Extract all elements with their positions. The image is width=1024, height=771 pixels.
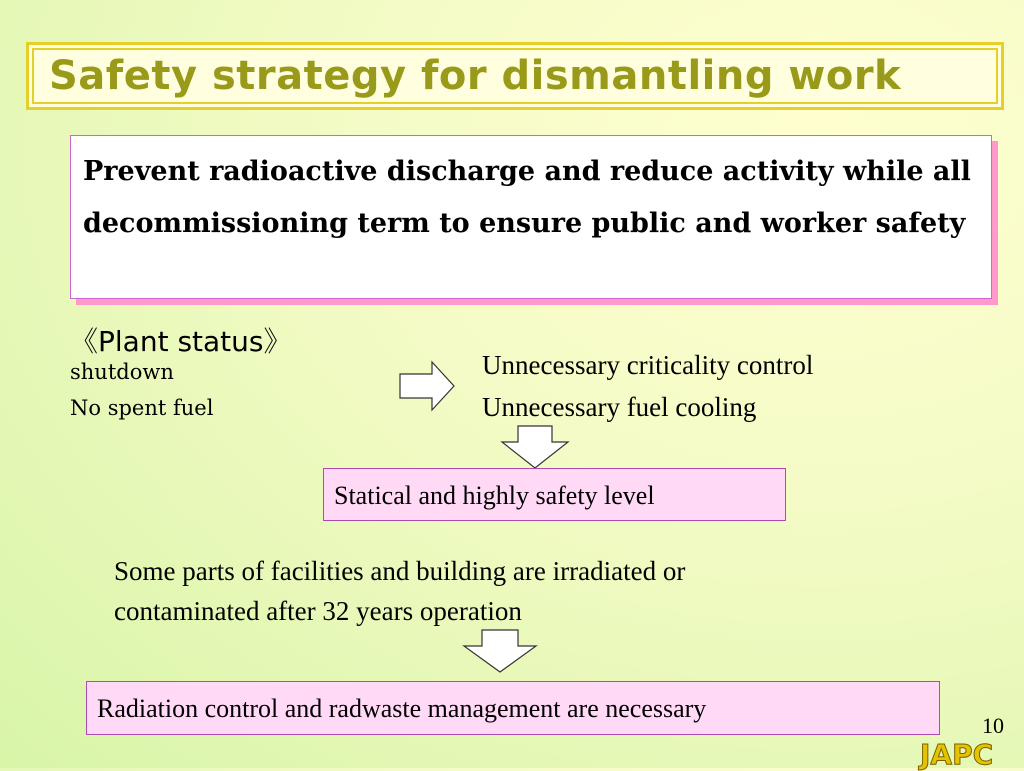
plant-status-heading: 《Plant status》 <box>70 325 292 358</box>
title-box <box>26 42 1004 110</box>
page-number: 10 <box>982 713 1004 738</box>
japc-logo: JAPC <box>920 738 994 771</box>
right-arrow-icon <box>398 360 456 412</box>
status-item-no-spent-fuel: No spent fuel <box>70 396 214 420</box>
status-item-shutdown: shutdown <box>70 360 174 384</box>
conclusion-box: Radiation control and radwaste management are necessary <box>86 681 940 735</box>
consequence-fuel-cooling: Unnecessary fuel cooling <box>482 392 757 422</box>
goal-box <box>70 135 992 299</box>
down-arrow-icon <box>462 628 538 674</box>
note-line-1: Some parts of facilities and building are irradiated or <box>114 556 686 586</box>
slide-title: Safety strategy for dismantling work <box>49 53 902 99</box>
consequence-criticality: Unnecessary criticality control <box>482 350 814 380</box>
goal-text: Prevent radioactive discharge and reduce activity while all decommissioning term to ensure public and worker safety <box>83 156 971 239</box>
down-arrow-icon <box>500 424 570 470</box>
safety-level-box: Statical and highly safety level <box>323 468 786 521</box>
note-line-2: contaminated after 32 years operation <box>114 596 522 626</box>
